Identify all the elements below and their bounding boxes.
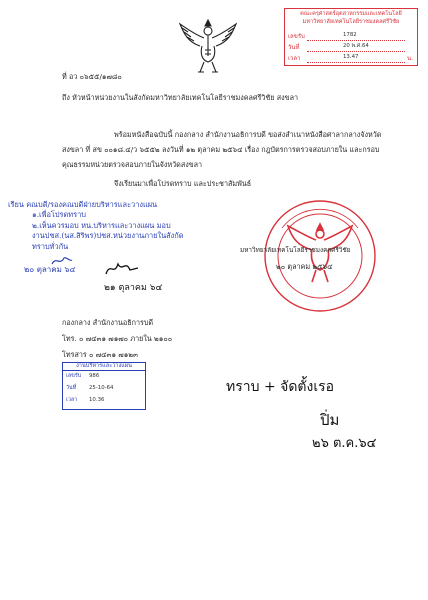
- letter-reference: ที่ อว ๐๖๕๕/๑๗๘๐: [62, 72, 122, 81]
- note-line-4: งานปชส.(นส.สิริพร)ปชส.หน่วยงานภายในสังกัด: [32, 231, 184, 241]
- note-line-2: ๑.เพื่อโปรดทราบ: [32, 210, 86, 220]
- note-line-1: เรียน คณบดี/รองคณบดีฝ่ายบริหารและวางแผน: [8, 200, 158, 209]
- handwritten-signature: ปิ่ม: [320, 411, 340, 429]
- letter-recipient: ถึง หัวหน้าหน่วยงานในสังกัดมหาวิทยาลัยเทคโนโลยีราชมงคลศรีวิชัย สงขลา: [62, 93, 299, 102]
- planning-date-label: วันที่: [66, 385, 77, 391]
- closing-line: จึงเรียนมาเพื่อโปรดทราบ และประชาสัมพันธ์: [114, 179, 252, 188]
- body-line-1: พร้อมหนังสือฉบับนี้ กองกลาง สำนักงานอธิการบดี ขอส่งสำเนาหนังสือศาลากลางจังหวัด: [114, 130, 382, 139]
- planning-time-label: เวลา: [66, 397, 78, 403]
- note-date-1: ๒๐ ตุลาคม ๖๔: [24, 265, 76, 274]
- planning-stamp-header: งานบริหารและวางแผน: [63, 363, 145, 371]
- planning-number-value: 986: [89, 373, 100, 379]
- stamp-time-label: เวลา: [288, 55, 301, 62]
- stamp-number-value: 1782: [343, 32, 357, 38]
- university-seal-icon: [262, 198, 378, 314]
- footer-department: กองกลาง สำนักงานอธิการบดี: [62, 318, 154, 327]
- blue-note: [8, 200, 184, 252]
- footer-telephone: โทร. ๐ ๗๔๓๑ ๗๑๗๐ ภายใน ๒๑๐๐: [62, 334, 173, 343]
- receiving-stamp: [284, 8, 418, 66]
- planning-receiving-stamp: [62, 362, 146, 410]
- body-line-2: สงขลา ที่ สข ๐๐๑๘.๔/ว ๖๕๕๒ ลงวันที่ ๑๒ ตุลาคม ๒๕๖๔ เรื่อง กฎบัตรการตรวจสอบภายใน และกรอบ: [62, 145, 380, 154]
- stamp-header-line2: มหาวิทยาลัยเทคโนโลยีราชมงคลศรีวิชัย: [302, 19, 400, 25]
- garuda-emblem: [178, 16, 238, 78]
- planning-number-label: เลขรับ: [66, 373, 82, 379]
- note-line-5: ทราบทั่วกัน: [32, 241, 69, 251]
- footer-fax: โทรสาร ๐ ๗๔๓๑ ๗๑๒๓: [62, 350, 138, 359]
- handwritten-date: ๒๖ ต.ค.๖๔: [312, 436, 377, 451]
- stamp-date-value: 20 พ.ศ.64: [343, 43, 369, 49]
- stamp-time-unit: น.: [407, 55, 414, 62]
- handwritten-note: ทราบ + จัดตั้งเรอ: [226, 379, 335, 395]
- note-line-3: ๒.เห็นควรมอบ หน.บริหารและวางแผน มอบ: [32, 220, 171, 230]
- planning-date-value: 25-10-64: [89, 385, 114, 391]
- seal-date: ๒๐ ตุลาคม ๒๕๖๔: [276, 262, 333, 271]
- signature-mark-icon: [104, 258, 140, 280]
- body-line-3: คุณธรรมหน่วยตรวจสอบภายในจังหวัดสงขลา: [62, 160, 203, 169]
- stamp-time-value: 13.47: [343, 54, 359, 60]
- stamp-number-label: เลขรับ: [288, 33, 305, 40]
- stamp-date-label: วันที่: [288, 44, 300, 51]
- planning-time-value: 10.36: [89, 397, 105, 403]
- note-date-2: ๒๑ ตุลาคม ๖๔: [104, 283, 163, 293]
- signature-block: มหาวิทยาลัยเทคโนโลยีราชมงคลศรีวิชัย: [240, 246, 351, 254]
- stamp-header-line1: คณะครุศาสตร์อุตสาหกรรมและเทคโนโลยี: [300, 11, 402, 17]
